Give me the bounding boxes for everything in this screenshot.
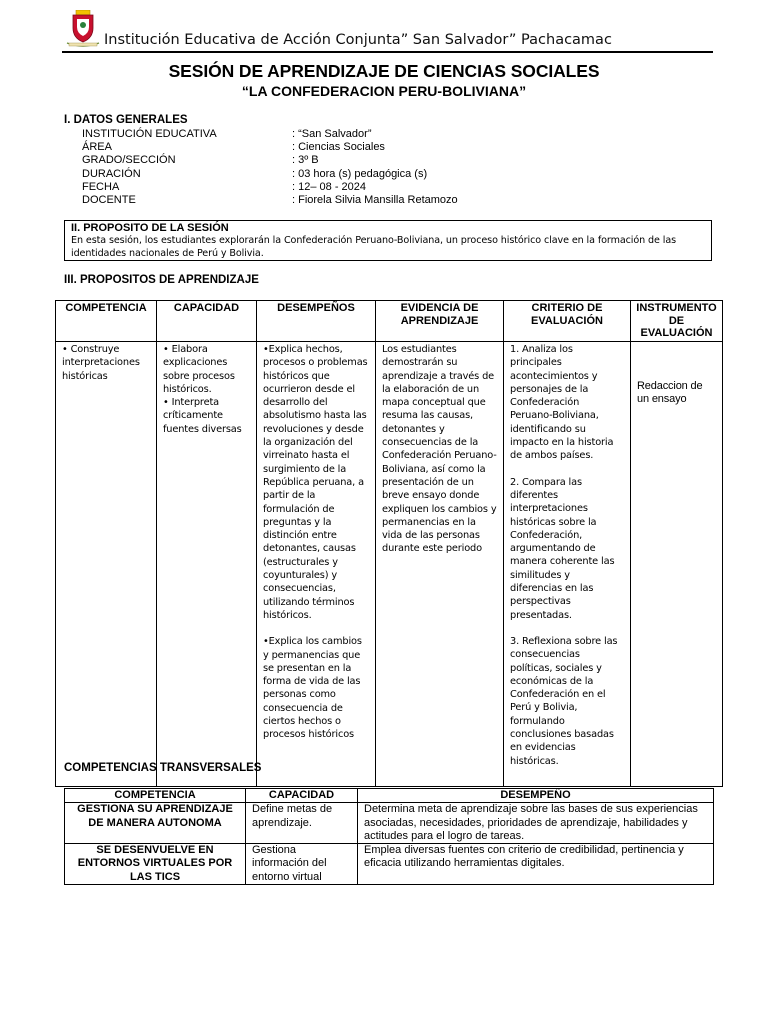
transversal-heading: COMPETENCIAS TRANSVERSALES	[64, 762, 262, 774]
capacidad-item: • Elabora explicaciones sobre procesos históricos.	[163, 344, 235, 395]
competencia-text: • Construye interpretaciones históricas	[62, 344, 140, 382]
general-label: ÁREA	[82, 141, 112, 154]
general-row	[82, 128, 458, 141]
general-row	[82, 154, 458, 167]
general-label: GRADO/SECCIÓN	[82, 154, 176, 167]
table-row	[65, 803, 714, 844]
general-row	[82, 168, 458, 181]
table-header-row	[65, 789, 714, 803]
col-header-criterio: CRITERIO DE EVALUACIÓN	[504, 301, 631, 342]
col-header-capacidad: CAPACIDAD	[157, 301, 257, 342]
general-label: INSTITUCIÓN EDUCATIVA	[82, 128, 217, 140]
col-header-desempeno: DESEMPEÑO	[358, 789, 714, 803]
instrumento-cell	[631, 342, 723, 787]
transversal-competencia: GESTIONA SU APRENDIZAJE DE MANERA AUTONOMA	[65, 803, 246, 844]
spacer	[510, 622, 624, 635]
transversal-capacidad: Gestiona información del entorno virtual	[246, 844, 358, 885]
general-value: : 3º B	[292, 154, 319, 167]
col-header-instrumento: INSTRUMENTO DE EVALUACIÓN	[631, 301, 723, 342]
general-data-heading: I. DATOS GENERALES	[64, 114, 188, 126]
criterio-item: 1. Analiza los principales acontecimientos y personajes de la Confederación Peruano-Boliviana, identificando su impacto en la historia de ambos países.	[510, 344, 614, 462]
desempenos-cell	[257, 342, 376, 787]
spacer	[510, 463, 624, 476]
transversal-desempeno: Determina meta de aprendizaje sobre las bases de sus experiencias asociadas, necesidades, prioridades de aprendizaje, habilidades y actitudes para el logro de tareas.	[358, 803, 714, 844]
general-label: DOCENTE	[82, 194, 136, 207]
learning-purposes-table	[55, 300, 723, 787]
capacidad-cell	[157, 342, 257, 787]
table-row	[56, 342, 723, 787]
general-row	[82, 194, 458, 207]
general-value: : Fiorela Silvia Mansilla Retamozo	[292, 194, 458, 207]
transversal-desempeno: Emplea diversas fuentes con criterio de credibilidad, pertinencia y eficacia utilizando herramientas digitales.	[358, 844, 714, 885]
session-purpose-text: En esta sesión, los estudiantes explorarán la Confederación Peruano-Boliviana, un proceso histórico clave en la formación de las identidades nacionales de Perú y Bolivia.	[71, 235, 677, 259]
general-value: : 12– 08 - 2024	[292, 180, 367, 193]
col-header-competencia: COMPETENCIA	[65, 789, 246, 803]
desempeno-item: •Explica hechos, procesos o problemas históricos que ocurrieron desde el desarrollo del absolutismo hasta las revoluciones y desde la organización del virreinato hasta el surgimiento de la República peruana, a partir de la formulación de preguntas y la distinción entre detonantes, causas (estructurales y coyunturales) y consecuencias, utilizando términos históricos.	[263, 344, 368, 621]
criterio-item: 2. Compara las diferentes interpretaciones históricas sobre la Confederación, argumentando de manera coherente las similitudes y diferencias en las perspectivas presentadas.	[510, 476, 615, 621]
general-value: : Ciencias Sociales	[292, 141, 385, 154]
general-label: FECHA	[82, 180, 120, 193]
col-header-evidencia: EVIDENCIA DE APRENDIZAJE	[376, 301, 504, 342]
criterio-item: 3. Reflexiona sobre las consecuencias políticas, sociales y económicas de la Confederación en el Perú y Bolivia, formulando conclusiones basadas en evidencias históricas.	[510, 635, 618, 767]
transversal-competencies-table	[64, 788, 714, 885]
col-header-desempenos: DESEMPEÑOS	[257, 301, 376, 342]
header-divider	[62, 51, 713, 53]
competencia-cell	[56, 342, 157, 787]
general-label: DURACIÓN	[82, 167, 141, 180]
table-header-row	[56, 301, 723, 342]
school-crest-logo	[66, 10, 100, 48]
general-data-list	[82, 128, 458, 207]
document-subtitle: “LA CONFEDERACION PERU-BOLIVIANA”	[241, 83, 527, 99]
session-purpose-heading: II. PROPOSITO DE LA SESIÓN	[71, 222, 229, 234]
col-header-competencia: COMPETENCIA	[56, 301, 157, 342]
learning-purposes-heading: III. PROPOSITOS DE APRENDIZAJE	[64, 274, 259, 286]
capacidad-item: • Interpreta críticamente fuentes diversas	[163, 397, 242, 435]
transversal-capacidad: Define metas de aprendizaje.	[246, 803, 358, 844]
table-row	[65, 844, 714, 885]
col-header-capacidad: CAPACIDAD	[246, 789, 358, 803]
general-value: : 03 hora (s) pedagógica (s)	[292, 167, 428, 180]
session-purpose-box	[64, 220, 712, 261]
evidencia-cell	[376, 342, 504, 787]
evidencia-text: Los estudiantes demostrarán su aprendizaje a través de la elaboración de un mapa conceptual que resuma las causas, detonantes y consecuencias de la Confederación Peruano-Boliviana, así como la presentación de un breve ensayo donde expliquen los cambios y permanencias en la vida de las personas durante este periodo	[382, 344, 497, 555]
spacer	[263, 622, 369, 635]
desempeno-item: •Explica los cambios y permanencias que se presentan en la forma de vida de las personas como consecuencia de ciertos hechos o procesos históricos	[263, 636, 362, 741]
general-row	[82, 141, 458, 154]
transversal-competencia: SE DESENVUELVE EN ENTORNOS VIRTUALES POR LAS TICS	[65, 844, 246, 885]
document-title: SESIÓN DE APRENDIZAJE DE CIENCIAS SOCIALES	[168, 61, 600, 81]
general-row	[82, 181, 458, 194]
general-value: : “San Salvador”	[292, 128, 372, 140]
school-header: Institución Educativa de Acción Conjunta” San Salvador” Pachacamac	[104, 32, 612, 48]
instrumento-text: Redaccion de un ensayo	[637, 380, 703, 405]
criterio-cell	[504, 342, 631, 787]
